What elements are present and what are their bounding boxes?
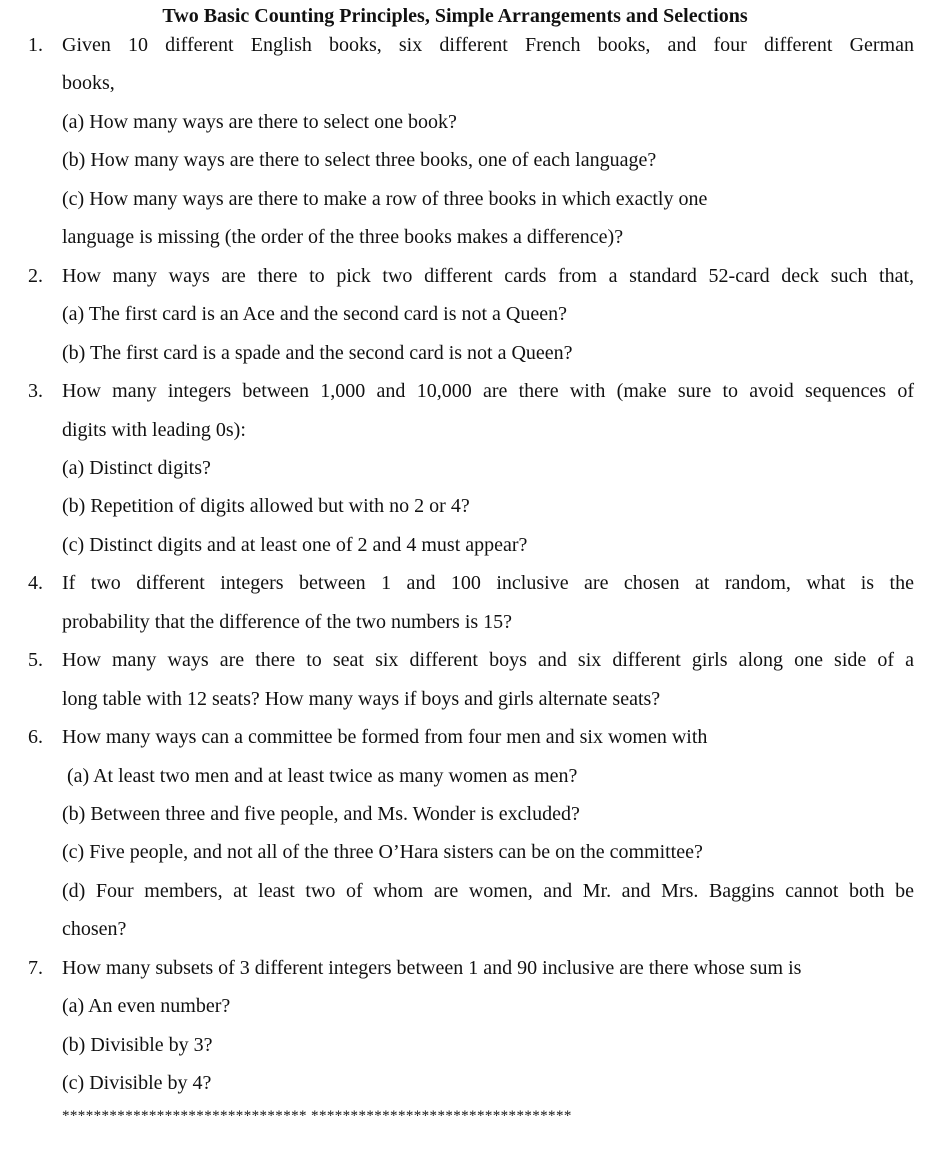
sub-question-text: (b) Divisible by 3?: [62, 1034, 213, 1056]
sub-question-text: (c) How many ways are there to make a row of three books in which exactly one: [62, 188, 708, 210]
sub-question-text: (b) Repetition of digits allowed but with no 2 or 4?: [62, 495, 470, 517]
problem-text: Given 10 different English books, six different French books, and four different German: [62, 34, 914, 56]
problem-number: 4.: [28, 572, 43, 594]
sub-question-text: (c) Distinct digits and at least one of 2 and 4 must appear?: [62, 534, 528, 556]
continuation-text: chosen?: [62, 918, 127, 940]
sub-question-text: (b) Between three and five people, and Ms. Wonder is excluded?: [62, 803, 580, 825]
problem-text: How many ways are there to pick two different cards from a standard 52-card deck such that,: [62, 265, 914, 287]
sub-question-text: (b) The first card is a spade and the second card is not a Queen?: [62, 342, 573, 364]
sub-question-text: (a) An even number?: [62, 995, 231, 1017]
problem-text: How many ways can a committee be formed from four men and six women with: [62, 726, 708, 748]
problem-number: 3.: [28, 380, 43, 402]
problem-text: How many ways are there to seat six different boys and six different girls along one side of a: [62, 649, 914, 671]
problem-number: 7.: [28, 957, 43, 979]
continuation-text: digits with leading 0s):: [62, 419, 246, 441]
sub-question-text: (b) How many ways are there to select three books, one of each language?: [62, 149, 657, 171]
sub-question-text: (a) Distinct digits?: [62, 457, 211, 479]
sub-question-text: (c) Divisible by 4?: [62, 1072, 212, 1094]
continuation-text: long table with 12 seats? How many ways if boys and girls alternate seats?: [62, 688, 661, 710]
sub-question-text: (a) At least two men and at least twice as many women as men?: [67, 765, 578, 787]
problem-text: If two different integers between 1 and 100 inclusive are chosen at random, what is the: [62, 572, 914, 594]
sub-question-text: (d) Four members, at least two of whom are women, and Mr. and Mrs. Baggins cannot both be: [62, 880, 914, 902]
continuation-text: language is missing (the order of the three books makes a difference)?: [62, 226, 624, 248]
continuation-text: books,: [62, 72, 115, 94]
problem-number: 1.: [28, 34, 43, 56]
problem-text: How many integers between 1,000 and 10,000 are there with (make sure to avoid sequences of: [62, 380, 914, 402]
continuation-text: probability that the difference of the two numbers is 15?: [62, 611, 513, 633]
problem-number: 6.: [28, 726, 43, 748]
problem-text: How many subsets of 3 different integers between 1 and 90 inclusive are there whose sum is: [62, 957, 802, 979]
document-title: Two Basic Counting Principles, Simple Arrangements and Selections: [162, 5, 748, 27]
problem-number: 2.: [28, 265, 43, 287]
sub-question-text: (a) How many ways are there to select one book?: [62, 111, 457, 133]
sub-question-text: (a) The first card is an Ace and the second card is not a Queen?: [62, 303, 567, 325]
problem-number: 5.: [28, 649, 43, 671]
separator-line: ******************************* *********************************: [62, 1108, 572, 1124]
sub-question-text: (c) Five people, and not all of the three O’Hara sisters can be on the committee?: [62, 841, 703, 863]
